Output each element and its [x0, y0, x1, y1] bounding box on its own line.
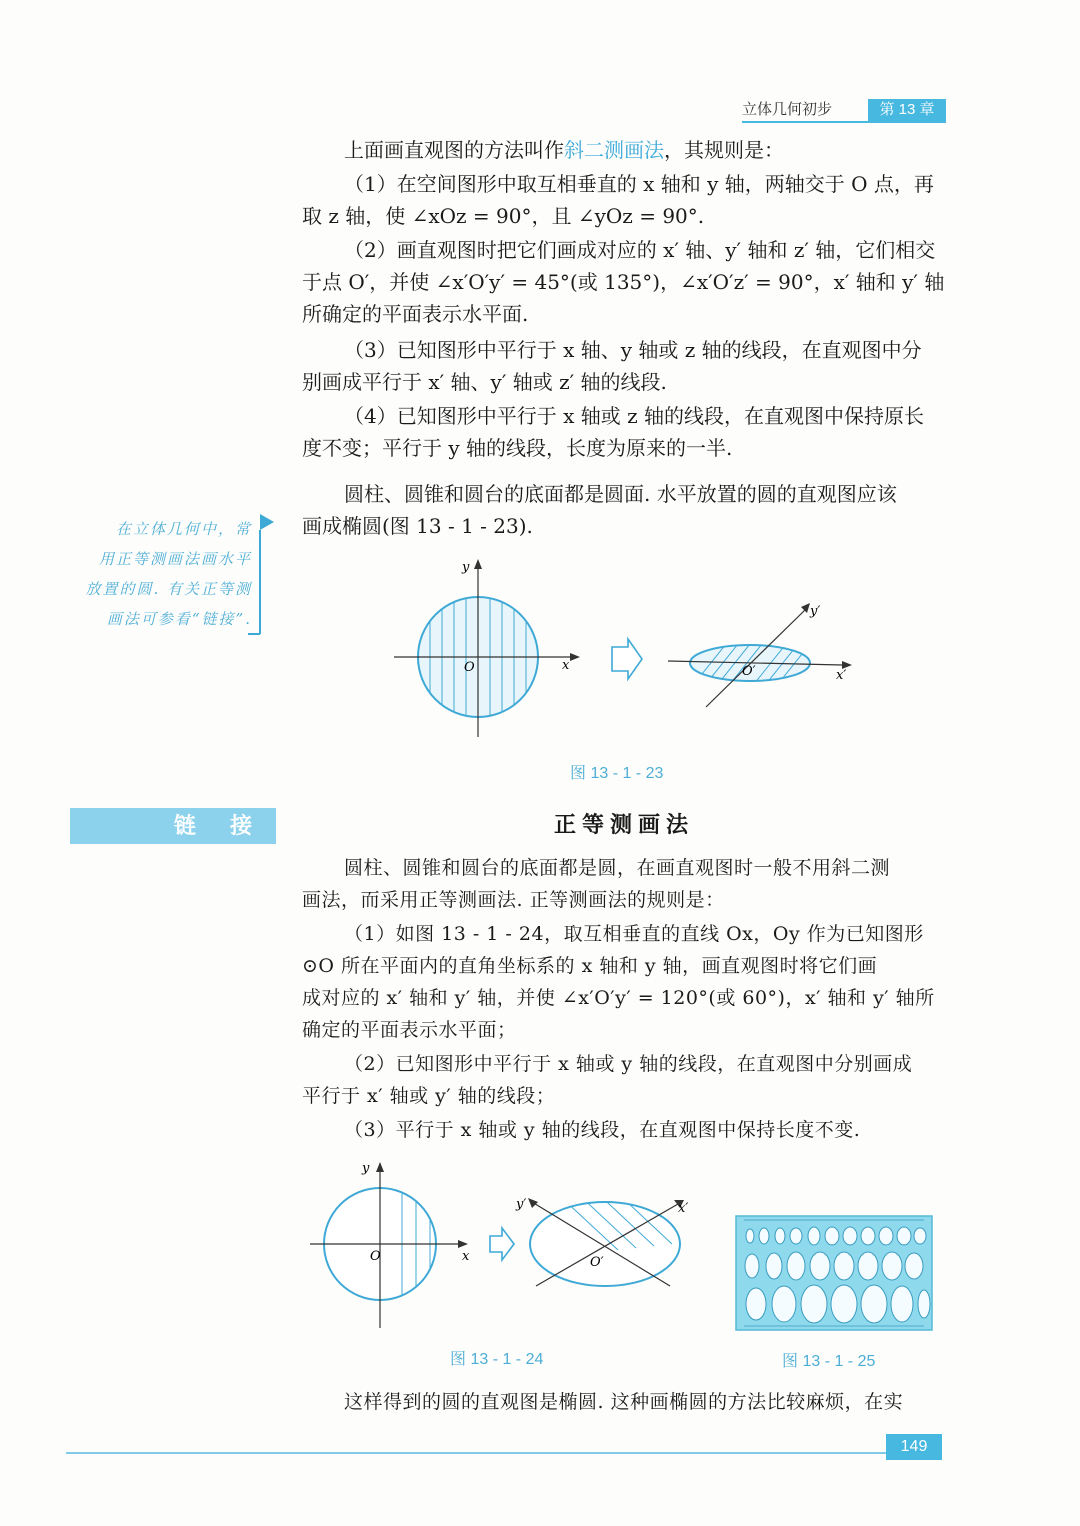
link-rule-1: （1）如图 13 - 1 - 24，取互相垂直的直线 Ox，Oy 作为已知图形 ⊙O 所在平面内的直角坐标系的 x 轴和 y 轴，画直观图时将它们画 成对应的 x′ 轴和 y′ 轴，并使 ∠x′O′y′ = 120°(或 60°)，x′ 轴和 y′ 轴所 确定的平面表示水平面； [302, 923, 935, 1041]
link-rule-3: （3）平行于 x 轴或 y 轴的线段，在直观图中保持长度不变. [344, 1119, 861, 1141]
footer-rule [66, 1452, 886, 1454]
figure-13-1-23 [390, 555, 870, 745]
oblique-rule-1: （1）在空间图形中取互相垂直的 x 轴和 y 轴，两轴交于 O 点，再 取 z 轴，使 ∠xOz = 90°，且 ∠yOz = 90°. [302, 172, 934, 228]
fig23-o-label: O [464, 660, 475, 675]
fig24-x-label: x [462, 1249, 470, 1264]
fig23-x2-label: x′ [836, 668, 847, 683]
oblique-rule-3: （3）已知图形中平行于 x 轴、y 轴或 z 轴的线段，在直观图中分 别画成平行于 x′ 轴、y′ 轴或 z′ 轴的线段. [302, 338, 922, 394]
fig23-x-label: x [562, 658, 570, 673]
fig25-caption: 图 13 - 1 - 25 [782, 1353, 876, 1370]
figure-13-1-24 [300, 1158, 710, 1338]
link-intro: 圆柱、圆锥和圆台的底面都是圆，在画直观图时一般不用斜二测 画法，而采用正等测画法. 正等测画法的规则是： [302, 857, 891, 911]
transform-arrow-icon [490, 1228, 514, 1260]
link-section-bar: 链 接 [70, 808, 276, 844]
margin-note: 在立体几何中，常 用正等测画法画水平 放置的圆. 有关正等测 画法可参看“链接”. [85, 520, 252, 628]
fig23-o2-label: O′ [742, 664, 756, 679]
oblique-intro: 上面画直观图的方法叫作斜二测画法，其规则是： [344, 138, 784, 162]
link-rule-2: （2）已知图形中平行于 x 轴或 y 轴的线段，在直观图中分别画成 平行于 x′ 轴或 y′ 轴的线段； [302, 1053, 913, 1107]
transform-arrow-icon [612, 639, 642, 679]
margin-note-bracket [244, 510, 278, 640]
fig23-y2-label: y′ [810, 604, 821, 619]
page-number: 149 [886, 1434, 942, 1460]
figure-13-1-25-ellipse-template [734, 1214, 934, 1332]
fig23-y-label: y [462, 560, 470, 575]
closing-paragraph: 这样得到的圆的直观图是椭圆. 这种画椭圆的方法比较麻烦，在实 [344, 1391, 904, 1413]
chapter-tag: 第 13 章 [868, 99, 946, 121]
fig24-o2-label: O′ [590, 1255, 604, 1270]
chapter-title: 立体几何初步 [742, 101, 833, 118]
fig24-y-label: y [362, 1161, 370, 1176]
oblique-rule-4: （4）已知图形中平行于 x 轴或 z 轴的线段，在直观图中保持原长 度不变；平行于 y 轴的线段，长度为原来的一半. [302, 404, 924, 460]
header-rule [742, 121, 946, 123]
fig24-x2-label: x′ [678, 1201, 689, 1216]
fig24-y2-label: y′ [516, 1197, 527, 1212]
oblique-rule-2: （2）画直观图时把它们画成对应的 x′ 轴、y′ 轴和 z′ 轴，它们相交 于点 O′，并使 ∠x′O′y′ = 45°(或 135°)，∠x′O′z′ = 90°，x′ 轴和 y′ 轴 所确定的平面表示水平面. [302, 238, 945, 326]
fig24-caption: 图 13 - 1 - 24 [450, 1351, 544, 1368]
link-section-title: 正等测画法 [553, 812, 694, 837]
fig23-caption: 图 13 - 1 - 23 [570, 765, 664, 782]
pointer-arrow-icon [260, 514, 274, 530]
circle-paragraph: 圆柱、圆锥和圆台的底面都是圆面. 水平放置的圆的直观图应该 画成椭圆(图 13 - 1 - 23). [302, 482, 897, 538]
fig24-o-label: O [370, 1249, 381, 1264]
oblique-method-term: 斜二测画法 [564, 138, 664, 162]
